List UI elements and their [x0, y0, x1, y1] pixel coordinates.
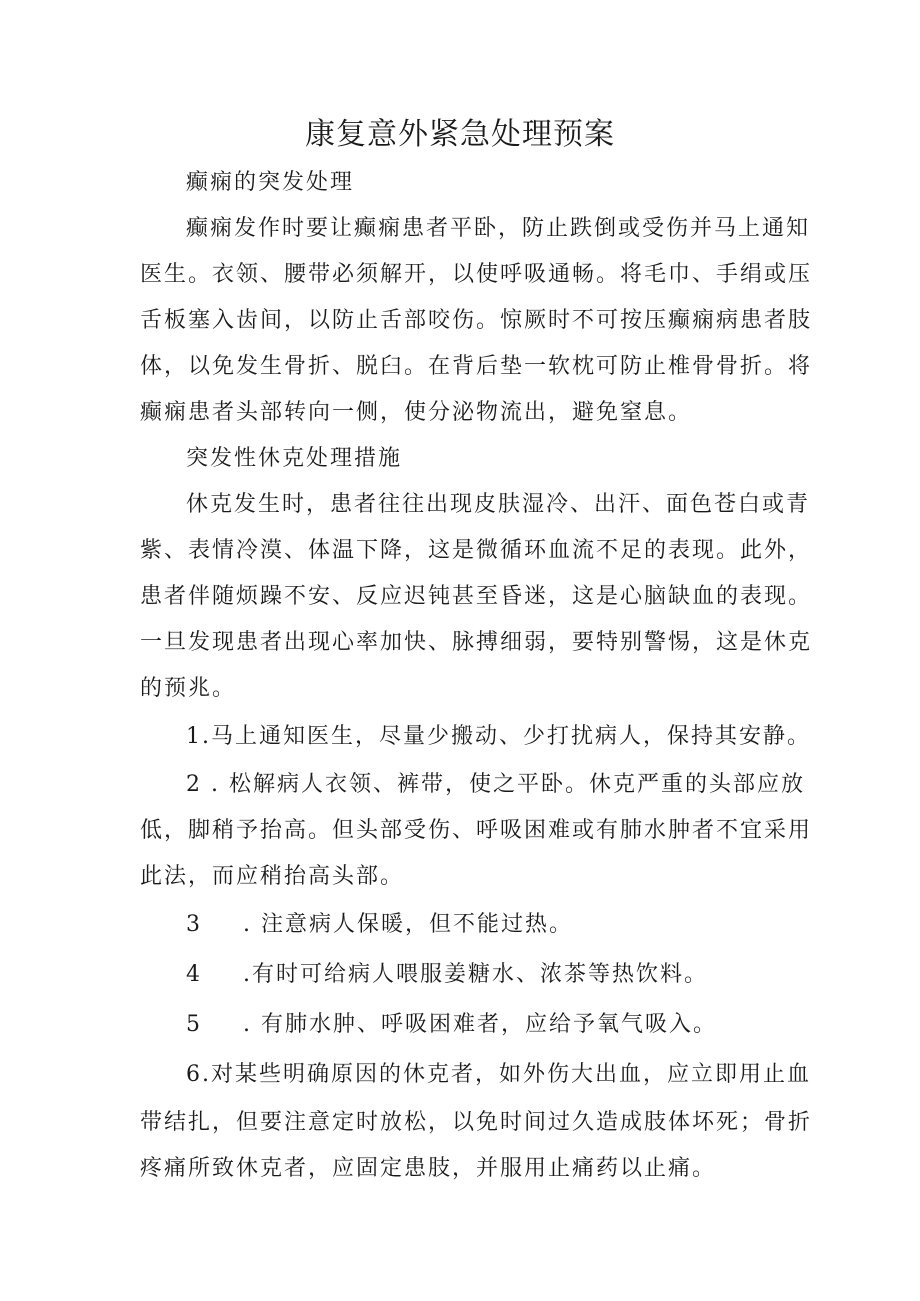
list-item-number: 1 — [186, 724, 202, 749]
list-item — [140, 900, 790, 950]
list-item-continuation: 低，脚稍予抬高。但头部受伤、呼吸困难或有肺水肿者不宜采用 — [140, 818, 813, 843]
page-title: 康复意外紧急处理预案 — [305, 117, 615, 152]
document-body — [140, 160, 813, 1192]
list-item — [140, 1000, 790, 1050]
paragraph-line: 的预兆。 — [140, 676, 237, 701]
list-item-continuation: 带结扎，但要注意定时放松，以免时间过久造成肢体坏死；骨折 — [140, 1110, 813, 1135]
paragraph-line: 癫痫患者头部转向一侧，使分泌物流出，避免窒息。 — [140, 400, 693, 425]
list-item — [140, 762, 805, 808]
list-item — [140, 950, 790, 1000]
paragraph-line: 舌板塞入齿间，以防止舌部咬伤。惊厥时不可按压癫痫病患者肢 — [140, 308, 813, 333]
list-item-text: . 有肺水肿、呼吸困难者，应给予氧气吸入。 — [243, 1012, 717, 1037]
paragraph-line: 体，以免发生骨折、脱臼。在背后垫一软枕可防止椎骨骨折。将 — [140, 354, 813, 379]
paragraph-line: 休克发生时，患者往往出现皮肤湿冷、出汗、面色苍白或青 — [186, 492, 811, 517]
section-heading-epilepsy: 癫痫的突发处理 — [186, 170, 355, 195]
list-item-text: .对某些明确原因的休克者，如外伤大出血，应立即用止血 — [202, 1062, 811, 1087]
paragraph-line: 紫、表情冷漠、体温下降，这是微循环血流不足的表现。此外， — [140, 538, 813, 563]
list-item-number: 2 — [186, 772, 202, 797]
list-item-text: . 松解病人衣领、裤带，使之平卧。休克严重的头部应放 — [202, 772, 805, 797]
list-item-text: .马上通知医生，尽量少搬动、少打扰病人，保持其安静。 — [202, 724, 811, 749]
list-item-continuation: 此法，而应稍抬高头部。 — [140, 864, 405, 889]
list-item-number: 3 — [186, 912, 202, 937]
list-item-continuation: 疼痛所致休克者，应固定患肢，并服用止痛药以止痛。 — [140, 1156, 717, 1181]
list-item-number: 5 — [186, 1012, 202, 1037]
list-item-number: 4 — [186, 962, 202, 987]
paragraph-line: 医生。衣领、腰带必须解开，以使呼吸通畅。将毛巾、手绢或压 — [140, 262, 813, 287]
list-item — [140, 1050, 811, 1100]
list-item-text: . 注意病人保暖，但不能过热。 — [243, 912, 573, 937]
paragraph-line: 患者伴随烦躁不安、反应迟钝甚至昏迷，这是心脑缺血的表现。 — [140, 584, 813, 609]
list-item — [140, 712, 811, 762]
section-heading-shock: 突发性休克处理措施 — [186, 446, 403, 471]
paragraph-line: 一旦发现患者出现心率加快、脉搏细弱，要特别警惕，这是休克 — [140, 630, 813, 655]
paragraph-line: 癫痫发作时要让癫痫患者平卧，防止跌倒或受伤并马上通知 — [186, 216, 811, 241]
list-item-text: .有时可给病人喂服姜糖水、浓茶等热饮料。 — [243, 962, 708, 987]
list-item-number: 6 — [186, 1062, 202, 1087]
